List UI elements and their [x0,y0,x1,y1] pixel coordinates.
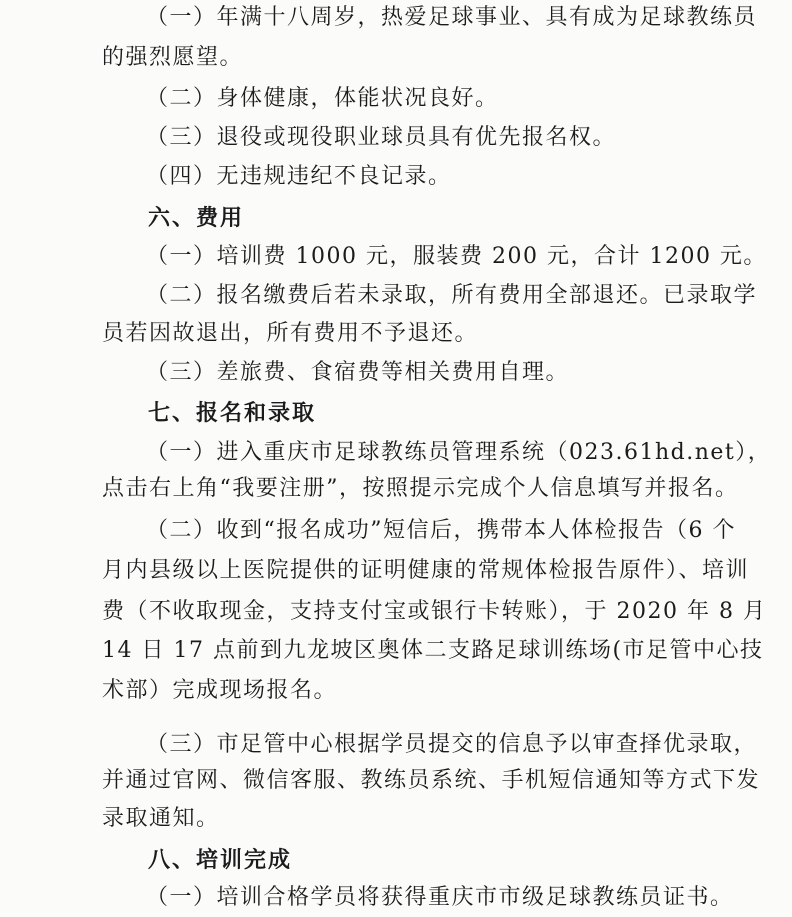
registration-item-1-line-2: 点击右上角“我要注册”，按照提示完成个人信息填写并报名。 [102,476,739,501]
fees-item-1: （一）培训费 1000 元，服装费 200 元，合计 1200 元。 [146,244,767,269]
registration-item-1-line-1: （一）进入重庆市足球教练员管理系统（023.61hd.net）， [146,440,772,465]
registration-item-2-line-1: （二）收到“报名成功”短信后，携带本人体检报告（6 个 [146,518,736,543]
completion-heading: 八、培训完成 [148,847,293,873]
eligibility-item-1-line-2: 的强烈愿望。 [102,45,244,70]
registration-item-2-line-4: 14 日 17 点前到九龙坡区奥体二支路足球训练场(市足管中心技 [102,638,764,663]
eligibility-item-2: （二）身体健康，体能状况良好。 [146,86,499,111]
fees-heading: 六、费用 [148,205,245,231]
registration-item-2-line-2: 月内县级以上医院提供的证明健康的常规体检报告原件）、培训 [102,558,750,583]
registration-item-3-line-1: （三）市足管中心根据学员提交的信息予以审查择优录取， [146,732,758,757]
eligibility-item-3: （三）退役或现役职业球员具有优先报名权。 [146,125,617,150]
fees-item-3: （三）差旅费、食宿费等相关费用自理。 [146,360,570,385]
registration-item-2-line-3: 费（不收取现金，支持支付宝或银行卡转账），于 2020 年 8 月 [102,599,767,624]
completion-item-1: （一）培训合格学员将获得重庆市市级足球教练员证书。 [146,885,734,910]
eligibility-item-4: （四）无违规违纪不良记录。 [146,164,452,189]
registration-item-2-line-5: 术部）完成现场报名。 [102,678,338,703]
registration-item-3-line-2: 并通过官网、微信客服、教练员系统、手机短信通知等方式下发 [102,768,761,793]
eligibility-item-1-line-1: （一）年满十八周岁，热爱足球事业、具有成为足球教练员 [146,5,758,30]
fees-item-2-line-1: （二）报名缴费后若未录取，所有费用全部退还。已录取学 [146,283,758,308]
registration-heading: 七、报名和录取 [148,400,317,426]
registration-item-3-line-3: 录取通知。 [102,806,220,831]
fees-item-2-line-2: 员若因故退出，所有费用不予退还。 [102,321,479,346]
